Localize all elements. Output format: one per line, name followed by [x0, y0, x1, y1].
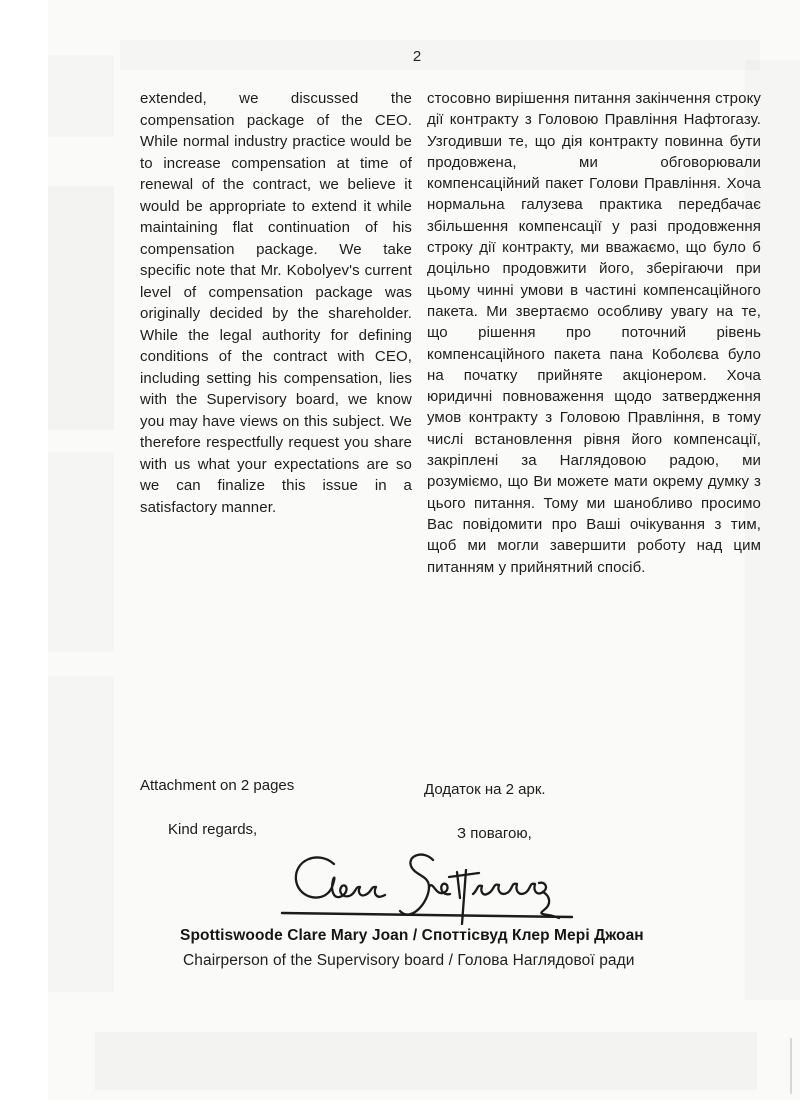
- letter-body-ukrainian: стосовно вирішення питання закінчення строку дії контракту з Головою Правління Нафтогазу. Узгодивши те, що дія контракту повинна бути продовжена, ми обговорювали компенсаційний пакет Голови Правління. Хоча нормальна галузева практика передбачає збільшення компенсації у разі продовження строку дії контракту, ми вважаємо, що було б доцільно продовжити його, зберігаючи при цьому чинні умови в частині компенсаційного пакета. Ми звертаємо особливу увагу на те, що рішення про поточний рівень компенсаційного пакета пана Коболєва було на початку прийняте акціонером. Хоча юридичні повноваження щодо затвердження умов контракту з Головою Правління, в тому числі встановлення рівня його компенсації, закріплені за Наглядовою радою, ми розуміємо, що Ви можете мати окрему думку з цього питання. Тому ми шанобливо просимо Вас повідомити про Ваші очікування з тим, щоб ми могли завершити роботу над цим питанням у прийнятний спосіб.: [427, 90, 761, 576]
- scan-artifact: [120, 40, 760, 70]
- scan-artifact: [48, 452, 114, 652]
- attachment-note-english: Attachment on 2 pages: [140, 777, 295, 794]
- scan-artifact: [95, 1032, 757, 1090]
- signature-ink-icon: [272, 850, 582, 928]
- scan-artifact: [48, 676, 114, 992]
- closing-ukrainian: З повагою,: [457, 825, 532, 842]
- scan-artifact: [48, 186, 114, 430]
- scan-edge-line: [790, 1038, 792, 1094]
- letter-body-english: extended, we discussed the compensation package of the CEO. While normal industry practice would be to increase compensation at time of renewal of the contract, we believe it would be appropriate to extend it while maintaining flat continuation of his compensation package. We take specific note that Mr. Kobolyev's current level of compensation package was originally decided by the shareholder. While the legal authority for defining conditions of the contract with CEO, including setting his compensation, lies with the Supervisory board, we know you may have views on this subject. We therefore respectfully request you share with us what your expectations are so we can finalize this issue in a satisfactory manner.: [140, 90, 412, 516]
- scan-edge-strip: [0, 0, 48, 1100]
- closing-english: Kind regards,: [168, 821, 258, 838]
- page-number: 2: [412, 48, 422, 65]
- signatory-name: Spottiswoode Clare Mary Joan / Споттісвуд Клер Мері Джоан: [180, 927, 644, 944]
- handwritten-signature: [272, 850, 582, 928]
- attachment-note-ukrainian: Додаток на 2 арк.: [424, 781, 546, 798]
- signatory-title: Chairperson of the Supervisory board / Голова Наглядової ради: [183, 952, 635, 969]
- scan-artifact: [48, 55, 114, 137]
